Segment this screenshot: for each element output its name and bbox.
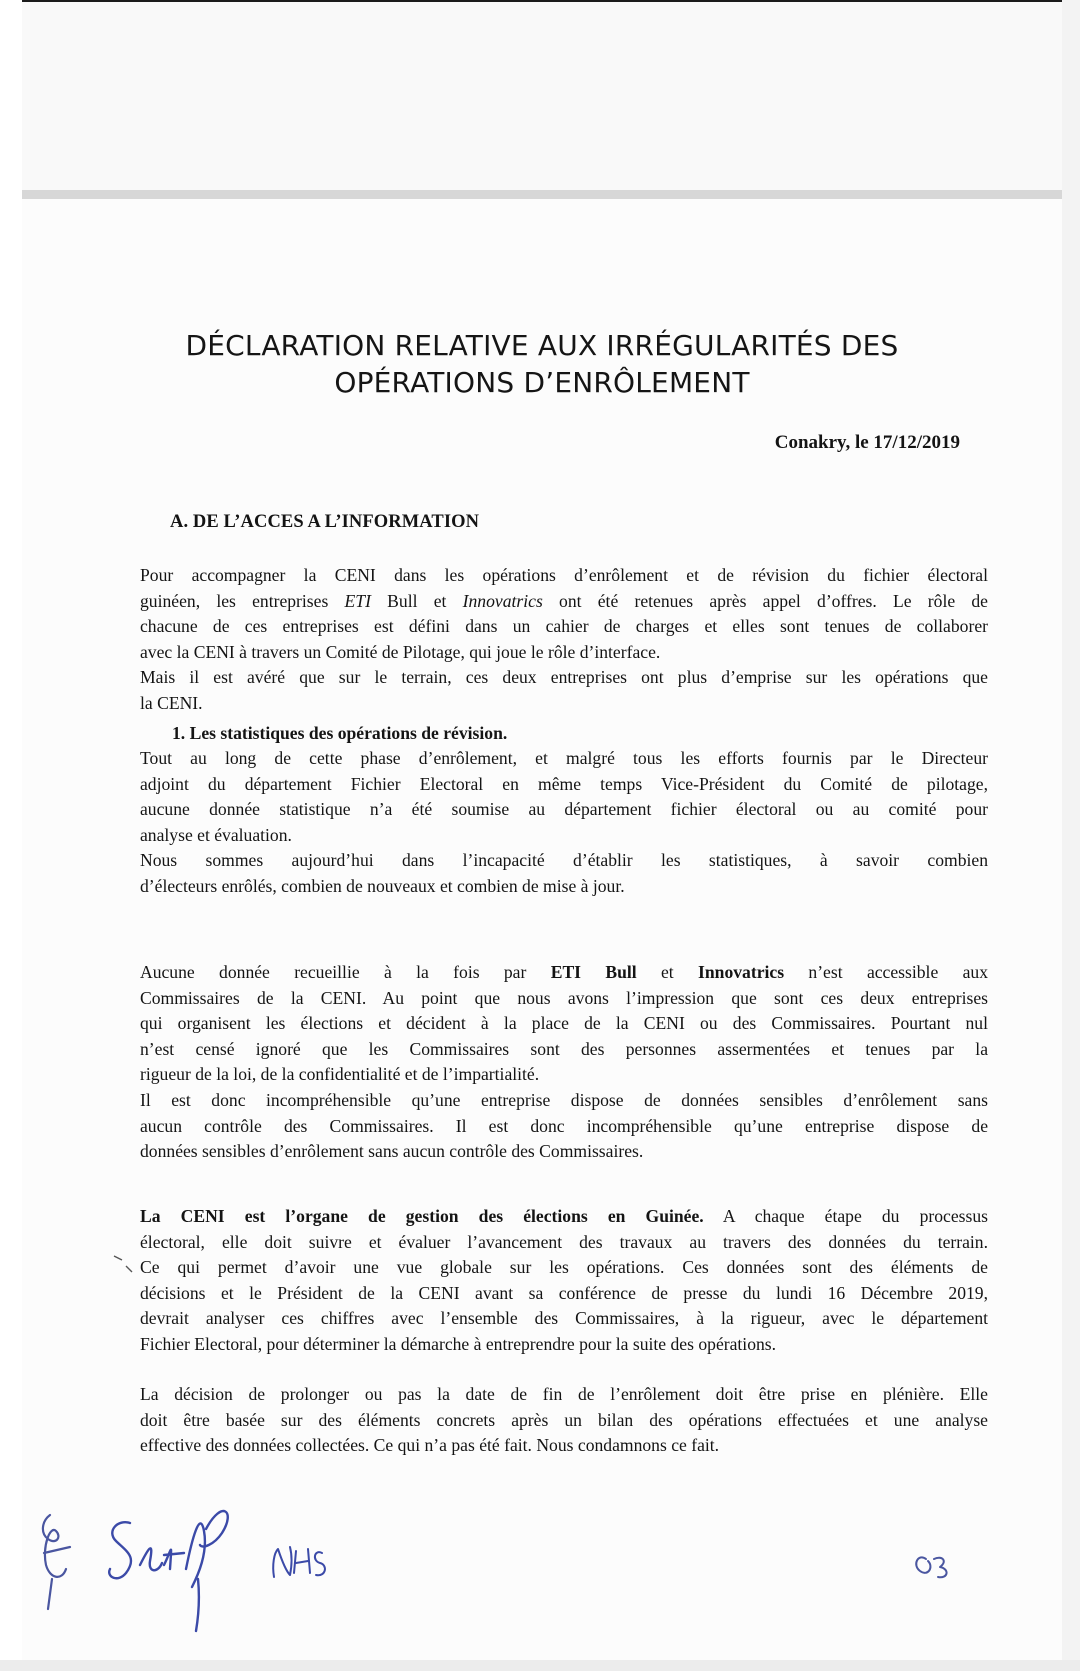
intro-line-6: la CENI. <box>140 692 203 713</box>
ceni-role-line-1 <box>140 1204 988 1230</box>
previous-page-fragment <box>22 0 1062 192</box>
intro-line-2-b: Bull et <box>370 590 463 611</box>
data-access-line-8: données sensibles d’enrôlement sans aucun contrôle des Commissaires. <box>140 1141 644 1162</box>
stats-line-5: Nous sommes aujourd’hui dans l’incapacité d’établir les statistiques, à savoir combien <box>140 850 988 871</box>
data-access-eti-bull: ETI Bull <box>550 962 637 982</box>
decision-line-1: La décision de prolonger ou pas la date de fin de l’enrôlement doit être prise en plénière. Elle <box>140 1384 988 1404</box>
data-access-line-1-b: et <box>636 962 699 982</box>
intro-line-2 <box>140 589 988 615</box>
ceni-role-line-2: électoral, elle doit suivre et évaluer l’avancement des travaux au travers des données du terrain. <box>140 1231 988 1252</box>
data-access-innovatrics: Innovatrics <box>698 962 785 982</box>
ceni-role-lead: La CENI est l’organe de gestion des élections en Guinée. <box>140 1206 704 1226</box>
ceni-role-paragraph <box>140 1204 988 1358</box>
data-access-line-1-a: Aucune donnée recueillie à la fois par <box>140 962 551 982</box>
data-access-line-2: Commissaires de la CENI. Au point que nous avons l’impression que sont ces deux entreprises <box>140 987 988 1008</box>
initials-right <box>916 1557 946 1577</box>
document-page <box>22 199 1062 1660</box>
signature-2 <box>109 1511 228 1631</box>
stats-line-6: d’électeurs enrôlés, combien de nouveaux et combien de mise à jour. <box>140 875 625 896</box>
initials-nhs <box>273 1547 325 1577</box>
intro-line-1: Pour accompagner la CENI dans les opérations d’enrôlement et de révision du fichier électoral <box>140 565 988 585</box>
ceni-role-line-5: devrait analyser ces chiffres avec l’ensemble des Commissaires, à la rigueur, avec le département <box>140 1308 988 1329</box>
intro-paragraph <box>140 563 988 717</box>
intro-line-4: avec la CENI à travers un Comité de Pilotage, qui joue le rôle d’interface. <box>140 641 661 662</box>
data-access-line-6: Il est donc incompréhensible qu’une entreprise dispose de données sensibles d’enrôlement sans <box>140 1089 988 1110</box>
subsection-1-heading: 1. Les statistiques des opérations de révision. <box>172 723 508 743</box>
data-access-line-3: qui organisent les élections et décident à la place de la CENI ou des Commissaires. Pourtant nul <box>140 1013 988 1034</box>
signature-1 <box>43 1515 70 1609</box>
ceni-role-line-6: Fichier Electoral, pour déterminer la démarche à entreprendre pour la suite des opérations. <box>140 1333 777 1354</box>
stats-line-1: Tout au long de cette phase d’enrôlement, et malgré tous les efforts fournis par le Directeur <box>140 748 988 768</box>
date-line: Conakry, le 17/12/2019 <box>774 432 960 453</box>
data-access-line-4: n’est censé ignoré que les Commissaires sont des personnes assermentées et tenues par la <box>140 1038 988 1059</box>
ceni-role-line-3: Ce qui permet d’avoir une vue globale sur les opérations. Ces données sont des éléments de <box>140 1257 988 1278</box>
intro-line-5: Mais il est avéré que sur le terrain, ces deux entreprises ont plus d’emprise sur les opérations que <box>140 667 988 688</box>
title-line-1: DÉCLARATION RELATIVE AUX IRRÉGULARITÉS DES <box>185 329 899 362</box>
intro-line-3: chacune de ces entreprises est défini dans un cahier de charges et elles sont tenues de collaborer <box>140 616 988 637</box>
intro-line-2-c: ont été retenues après appel d’offres. Le rôle de <box>542 590 988 611</box>
ceni-role-line-4: décisions et le Président de la CENI avant sa conférence de presse du lundi 16 Décembre 2019, <box>140 1282 988 1303</box>
data-access-line-1-c: n’est accessible aux <box>784 962 988 982</box>
page-edge-bottom <box>0 1660 1080 1671</box>
margin-tick-mark <box>112 1252 142 1278</box>
title-line-2: OPÉRATIONS D’ENRÔLEMENT <box>334 366 750 399</box>
ceni-role-line-1-rest: A chaque étape du processus <box>703 1206 988 1226</box>
data-access-paragraph <box>140 960 988 1165</box>
stats-line-3: aucune donnée statistique n’a été soumise au département fichier électoral ou au comité pour <box>140 799 988 820</box>
decision-line-2: doit être basée sur des éléments concrets après un bilan des opérations effectuées et une analyse <box>140 1409 988 1430</box>
page-divider <box>22 190 1062 199</box>
data-access-line-1 <box>140 960 988 986</box>
stats-line-2: adjoint du département Fichier Electoral en même temps Vice-Président du Comité de pilotage, <box>140 773 988 794</box>
decision-paragraph <box>140 1382 988 1459</box>
intro-eti: ETI <box>344 590 371 611</box>
intro-line-2-a: guinéen, les entreprises <box>140 590 345 611</box>
section-a-heading: A. DE L’ACCES A L’INFORMATION <box>170 512 480 532</box>
intro-innovatrics: Innovatrics <box>462 590 543 611</box>
signature-block <box>22 1469 1062 1639</box>
page-edge-right <box>1062 0 1080 1671</box>
data-access-line-5: rigueur de la loi, de la confidentialité et de l’impartialité. <box>140 1064 540 1085</box>
data-access-line-7: aucun contrôle des Commissaires. Il est donc incompréhensible qu’une entreprise dispose de <box>140 1115 988 1136</box>
stats-paragraph <box>140 746 988 900</box>
document-title <box>22 327 1062 401</box>
decision-line-3: effective des données collectées. Ce qui n’a pas été fait. Nous condamnons ce fait. <box>140 1435 720 1456</box>
stats-line-4: analyse et évaluation. <box>140 824 292 845</box>
